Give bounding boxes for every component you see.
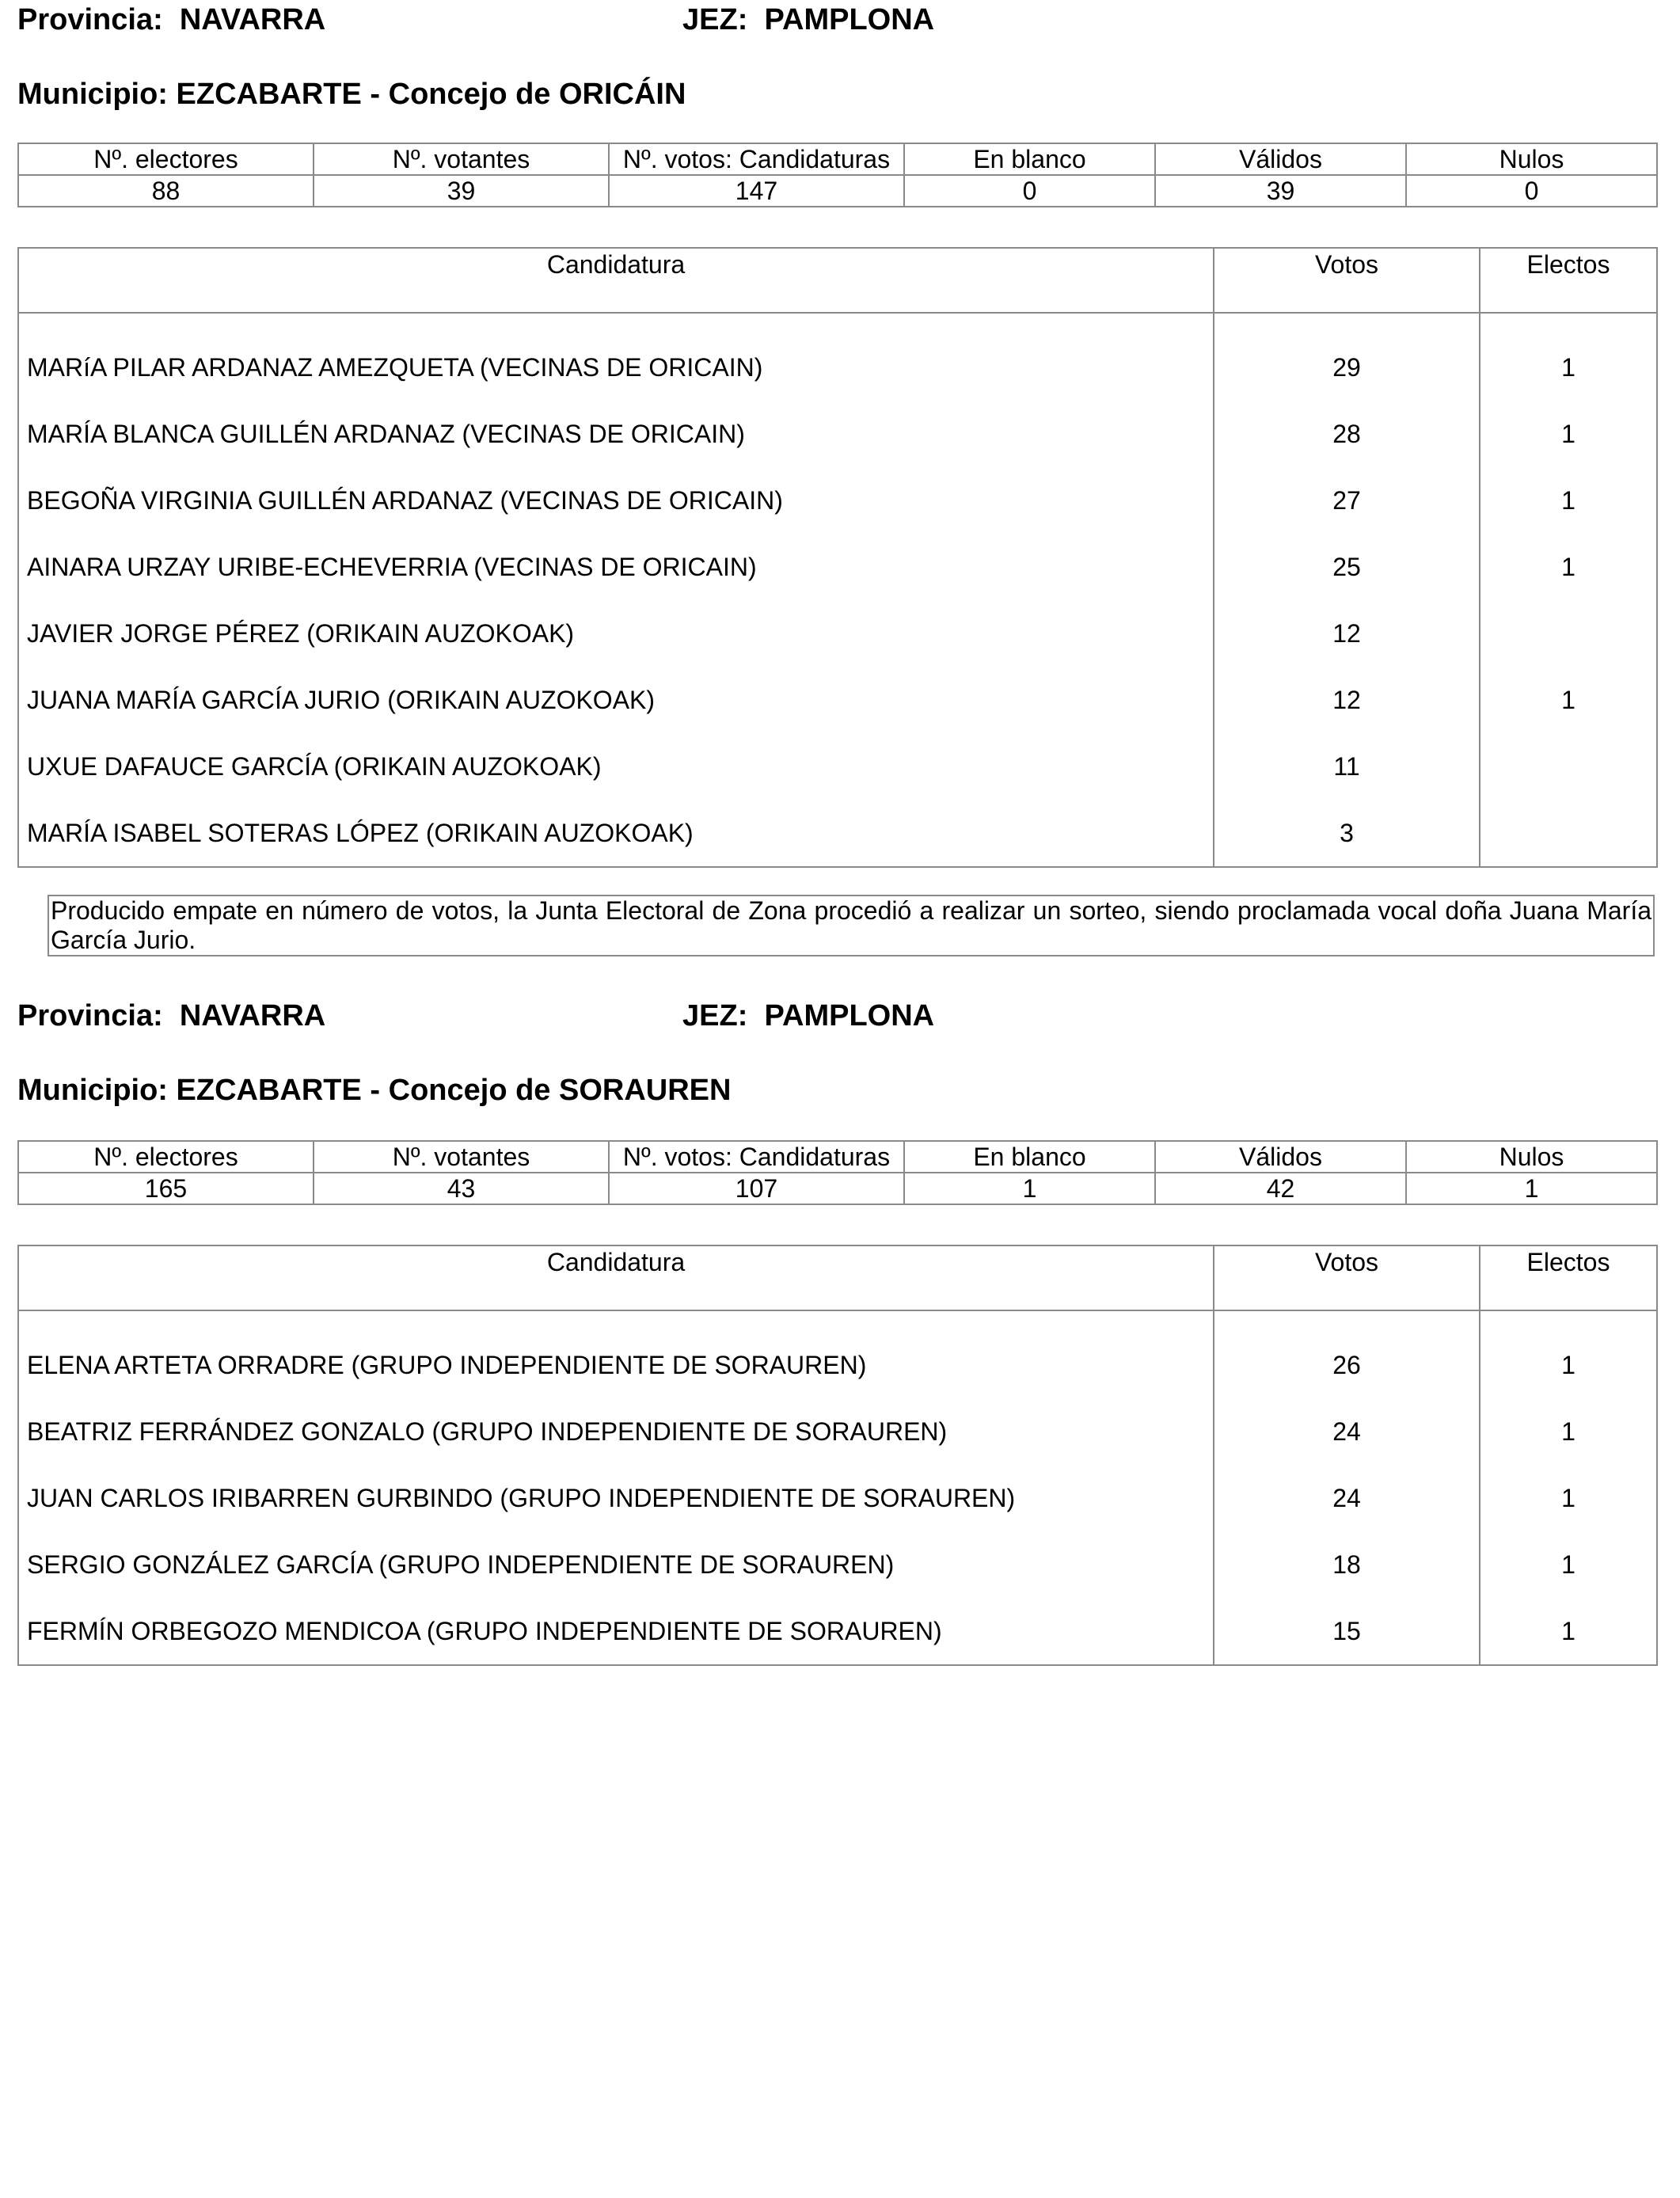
provincia-label: Provincia:: [17, 999, 163, 1032]
table-row: [18, 534, 1657, 600]
candidates-header-row: [18, 248, 1657, 313]
candidates-table: [17, 247, 1658, 868]
candidate-votos: 24: [1214, 1465, 1480, 1531]
candidate-name: BEGOÑA VIRGINIA GUILLÉN ARDANAZ (VECINAS DE ORICAIN): [18, 467, 1214, 534]
candidate-electos: 1: [1480, 313, 1657, 401]
municipio-label: Municipio:: [17, 78, 168, 111]
municipio-label: Municipio:: [17, 1074, 168, 1107]
candidate-votos: 3: [1214, 800, 1480, 867]
candidate-name: SERGIO GONZÁLEZ GARCÍA (GRUPO INDEPENDIENTE DE SORAUREN): [18, 1531, 1214, 1598]
candidate-electos: 1: [1480, 1398, 1657, 1465]
candidate-name: JAVIER JORGE PÉREZ (ORIKAIN AUZOKOAK): [18, 600, 1214, 667]
summary-value-row: [18, 175, 1657, 207]
candidate-name: JUAN CARLOS IRIBARREN GURBINDO (GRUPO INDEPENDIENTE DE SORAUREN): [18, 1465, 1214, 1531]
table-row: [18, 1531, 1657, 1598]
candidate-votos: 28: [1214, 401, 1480, 467]
table-row: [18, 800, 1657, 867]
summary-value: 165: [18, 1173, 314, 1204]
candidate-electos: 1: [1480, 1531, 1657, 1598]
table-row: [18, 1310, 1657, 1398]
summary-value: 88: [18, 175, 314, 207]
candidate-name: BEATRIZ FERRÁNDEZ GONZALO (GRUPO INDEPENDIENTE DE SORAUREN): [18, 1398, 1214, 1465]
table-row: [18, 600, 1657, 667]
summary-header: Nº. votos: Candidaturas: [609, 143, 904, 175]
jez-label: JEZ:: [682, 999, 748, 1032]
candidate-votos: 12: [1214, 600, 1480, 667]
candidates-header: Votos: [1214, 1245, 1480, 1310]
candidates-header-row: [18, 1245, 1657, 1310]
summary-header: Nº. votos: Candidaturas: [609, 1141, 904, 1173]
candidate-electos: 1: [1480, 534, 1657, 600]
candidate-electos: 1: [1480, 667, 1657, 733]
table-row: [18, 733, 1657, 800]
table-row: [18, 313, 1657, 401]
provincia-value: NAVARRA: [179, 999, 326, 1032]
table-row: [18, 1465, 1657, 1531]
candidate-name: MARíA PILAR ARDANAZ AMEZQUETA (VECINAS DE ORICAIN): [18, 313, 1214, 401]
jez-heading: [682, 0, 934, 40]
candidates-header: Electos: [1480, 1245, 1657, 1310]
candidate-name: FERMÍN ORBEGOZO MENDICOA (GRUPO INDEPENDIENTE DE SORAUREN): [18, 1598, 1214, 1665]
candidate-electos: 1: [1480, 401, 1657, 467]
summary-value: 147: [609, 175, 904, 207]
candidate-votos: 26: [1214, 1310, 1480, 1398]
candidate-votos: 27: [1214, 467, 1480, 534]
summary-header: En blanco: [904, 143, 1155, 175]
summary-header: Válidos: [1155, 1141, 1406, 1173]
summary-value: 42: [1155, 1173, 1406, 1204]
jez-label: JEZ:: [682, 3, 748, 36]
candidates-header: Electos: [1480, 248, 1657, 313]
summary-header: En blanco: [904, 1141, 1155, 1173]
summary-value: 39: [314, 175, 609, 207]
municipio-value: EZCABARTE - Concejo de SORAUREN: [176, 1074, 732, 1107]
candidate-electos: 1: [1480, 467, 1657, 534]
candidate-votos: 25: [1214, 534, 1480, 600]
candidate-electos: [1480, 800, 1657, 867]
candidate-electos: 1: [1480, 1598, 1657, 1665]
table-row: [18, 667, 1657, 733]
jez-value: PAMPLONA: [764, 999, 935, 1032]
municipio-heading: [17, 1070, 731, 1110]
candidate-electos: [1480, 733, 1657, 800]
table-row: [18, 467, 1657, 534]
summary-header-row: [18, 143, 1657, 175]
provincia-heading: [17, 996, 325, 1036]
summary-value: 39: [1155, 175, 1406, 207]
provincia-heading: [17, 0, 325, 40]
provincia-label: Provincia:: [17, 3, 163, 36]
candidate-name: MARÍA BLANCA GUILLÉN ARDANAZ (VECINAS DE ORICAIN): [18, 401, 1214, 467]
summary-table: [17, 1140, 1658, 1205]
table-row: [18, 401, 1657, 467]
summary-header: Nº. votantes: [314, 143, 609, 175]
table-row: [18, 1598, 1657, 1665]
jez-value: PAMPLONA: [764, 3, 935, 36]
candidate-votos: 29: [1214, 313, 1480, 401]
candidate-votos: 24: [1214, 1398, 1480, 1465]
summary-value: 107: [609, 1173, 904, 1204]
candidate-name: JUANA MARÍA GARCÍA JURIO (ORIKAIN AUZOKOAK): [18, 667, 1214, 733]
summary-value-row: [18, 1173, 1657, 1204]
candidate-votos: 18: [1214, 1531, 1480, 1598]
candidate-votos: 11: [1214, 733, 1480, 800]
candidates-header: Candidatura: [18, 1245, 1214, 1310]
summary-value: 1: [904, 1173, 1155, 1204]
table-row: [18, 1398, 1657, 1465]
summary-value: 0: [904, 175, 1155, 207]
candidate-name: UXUE DAFAUCE GARCÍA (ORIKAIN AUZOKOAK): [18, 733, 1214, 800]
tie-note: Producido empate en número de votos, la Junta Electoral de Zona procedió a realizar un sorteo, siendo proclamada vocal doña Juana María García Jurio.: [48, 895, 1655, 956]
summary-header-row: [18, 1141, 1657, 1173]
candidate-name: AINARA URZAY URIBE-ECHEVERRIA (VECINAS DE ORICAIN): [18, 534, 1214, 600]
candidate-electos: 1: [1480, 1310, 1657, 1398]
candidate-votos: 12: [1214, 667, 1480, 733]
summary-header: Nulos: [1406, 1141, 1657, 1173]
municipio-heading: [17, 74, 686, 114]
summary-value: 0: [1406, 175, 1657, 207]
summary-value: 1: [1406, 1173, 1657, 1204]
summary-header: Nulos: [1406, 143, 1657, 175]
candidates-header: Votos: [1214, 248, 1480, 313]
municipio-value: EZCABARTE - Concejo de ORICÁIN: [176, 78, 686, 111]
candidate-votos: 15: [1214, 1598, 1480, 1665]
candidate-electos: 1: [1480, 1465, 1657, 1531]
summary-header: Nº. votantes: [314, 1141, 609, 1173]
candidates-header: Candidatura: [18, 248, 1214, 313]
summary-value: 43: [314, 1173, 609, 1204]
candidates-table: [17, 1245, 1658, 1666]
summary-header: Nº. electores: [18, 143, 314, 175]
candidate-name: ELENA ARTETA ORRADRE (GRUPO INDEPENDIENTE DE SORAUREN): [18, 1310, 1214, 1398]
jez-heading: [682, 996, 934, 1036]
candidate-name: MARÍA ISABEL SOTERAS LÓPEZ (ORIKAIN AUZOKOAK): [18, 800, 1214, 867]
summary-header: Válidos: [1155, 143, 1406, 175]
summary-table: [17, 143, 1658, 207]
candidate-electos: [1480, 600, 1657, 667]
provincia-value: NAVARRA: [179, 3, 326, 36]
summary-header: Nº. electores: [18, 1141, 314, 1173]
